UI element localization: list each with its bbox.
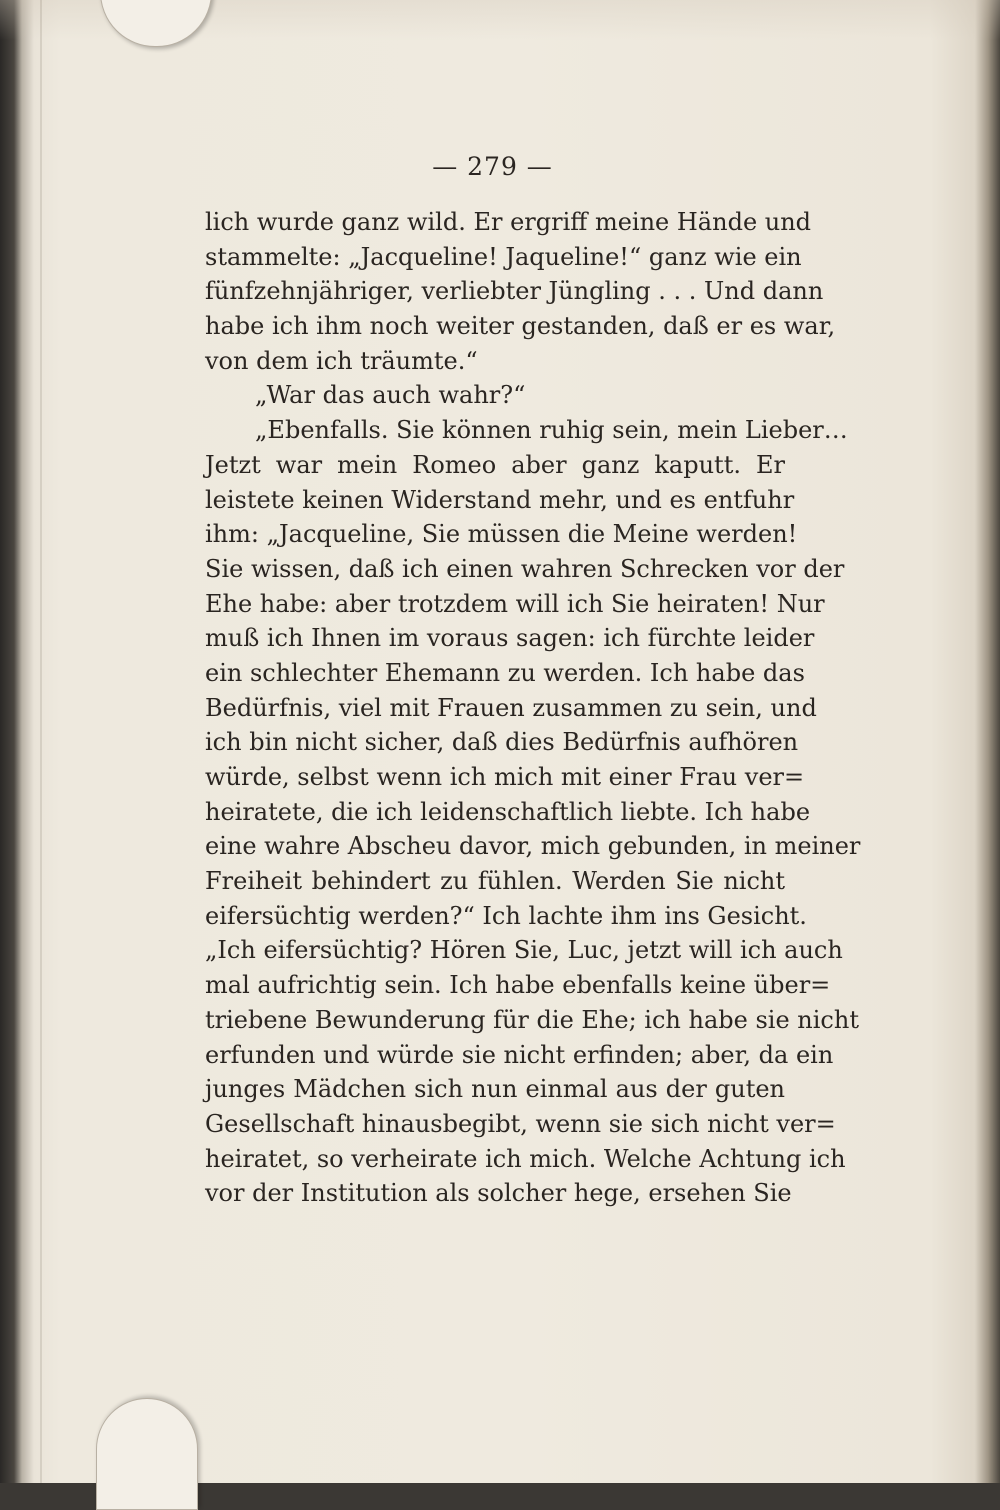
text-line: heiratet, so verheirate ich mich. Welche Achtung ich: [205, 1144, 846, 1173]
text-line: Gesellschaft hinausbegibt, wenn sie sich nicht ver=: [205, 1109, 836, 1138]
text-line: stammelte: „Jacqueline! Jaqueline!“ ganz wie ein: [205, 242, 802, 271]
text-line: vor der Institution als solcher hege, ersehen Sie: [205, 1179, 792, 1208]
text-line: ihm: „Jacqueline, Sie müssen die Meine werden!: [205, 520, 798, 549]
page-holder-tab-bottom: [96, 1398, 198, 1510]
text-line: eifersüchtig werden?“ Ich lachte ihm ins Gesicht.: [205, 901, 807, 930]
text-line: von dem ich träumte.“: [205, 346, 478, 375]
book-spine-gutter: [40, 0, 42, 1483]
text-line: fünfzehnjähriger, verliebter Jüngling . . . Und dann: [205, 277, 824, 306]
text-line: „Ich eifersüchtig? Hören Sie, Luc, jetzt will ich auch: [205, 936, 843, 965]
text-line: junges Mädchen sich nun einmal aus der guten: [205, 1075, 785, 1104]
text-line: erfunden und würde sie nicht erfinden; aber, da ein: [205, 1040, 834, 1069]
text-line: eine wahre Abscheu davor, mich gebunden, in meiner: [205, 832, 861, 861]
text-line: Bedürfnis, viel mit Frauen zusammen zu sein, und: [205, 693, 817, 722]
text-line: habe ich ihm noch weiter gestanden, daß er es war,: [205, 312, 836, 341]
page-number: — 279 —: [432, 152, 553, 181]
text-line: ich bin nicht sicher, daß dies Bedürfnis aufhören: [205, 728, 799, 757]
text-line: Freiheit behindert zu fühlen. Werden Sie nicht: [205, 867, 785, 896]
text-line: „War das auch wahr?“: [255, 381, 526, 410]
text-line: leistete keinen Widerstand mehr, und es entfuhr: [205, 485, 795, 514]
text-line: lich wurde ganz wild. Er ergriff meine Hände und: [205, 208, 812, 236]
text-line: Jetzt war mein Romeo aber ganz kaputt. Er: [205, 450, 785, 479]
text-line: heiratete, die ich leidenschaftlich liebte. Ich habe: [205, 797, 811, 826]
text-line: Ehe habe: aber trotzdem will ich Sie heiraten! Nur: [205, 589, 825, 618]
text-line: würde, selbst wenn ich mich mit einer Frau ver=: [205, 763, 805, 791]
text-line: Sie wissen, daß ich einen wahren Schrecken vor der: [205, 554, 845, 583]
body-text: [205, 205, 861, 1211]
text-line: ein schlechter Ehemann zu werden. Ich habe das: [205, 658, 805, 687]
text-line: „Ebenfalls. Sie können ruhig sein, mein Lieber…: [255, 416, 848, 445]
text-line: triebene Bewunderung für die Ehe; ich habe sie nicht: [205, 1005, 859, 1034]
text-line: mal aufrichtig sein. Ich habe ebenfalls keine über=: [205, 971, 831, 1000]
text-line: muß ich Ihnen im voraus sagen: ich fürchte leider: [205, 624, 815, 653]
